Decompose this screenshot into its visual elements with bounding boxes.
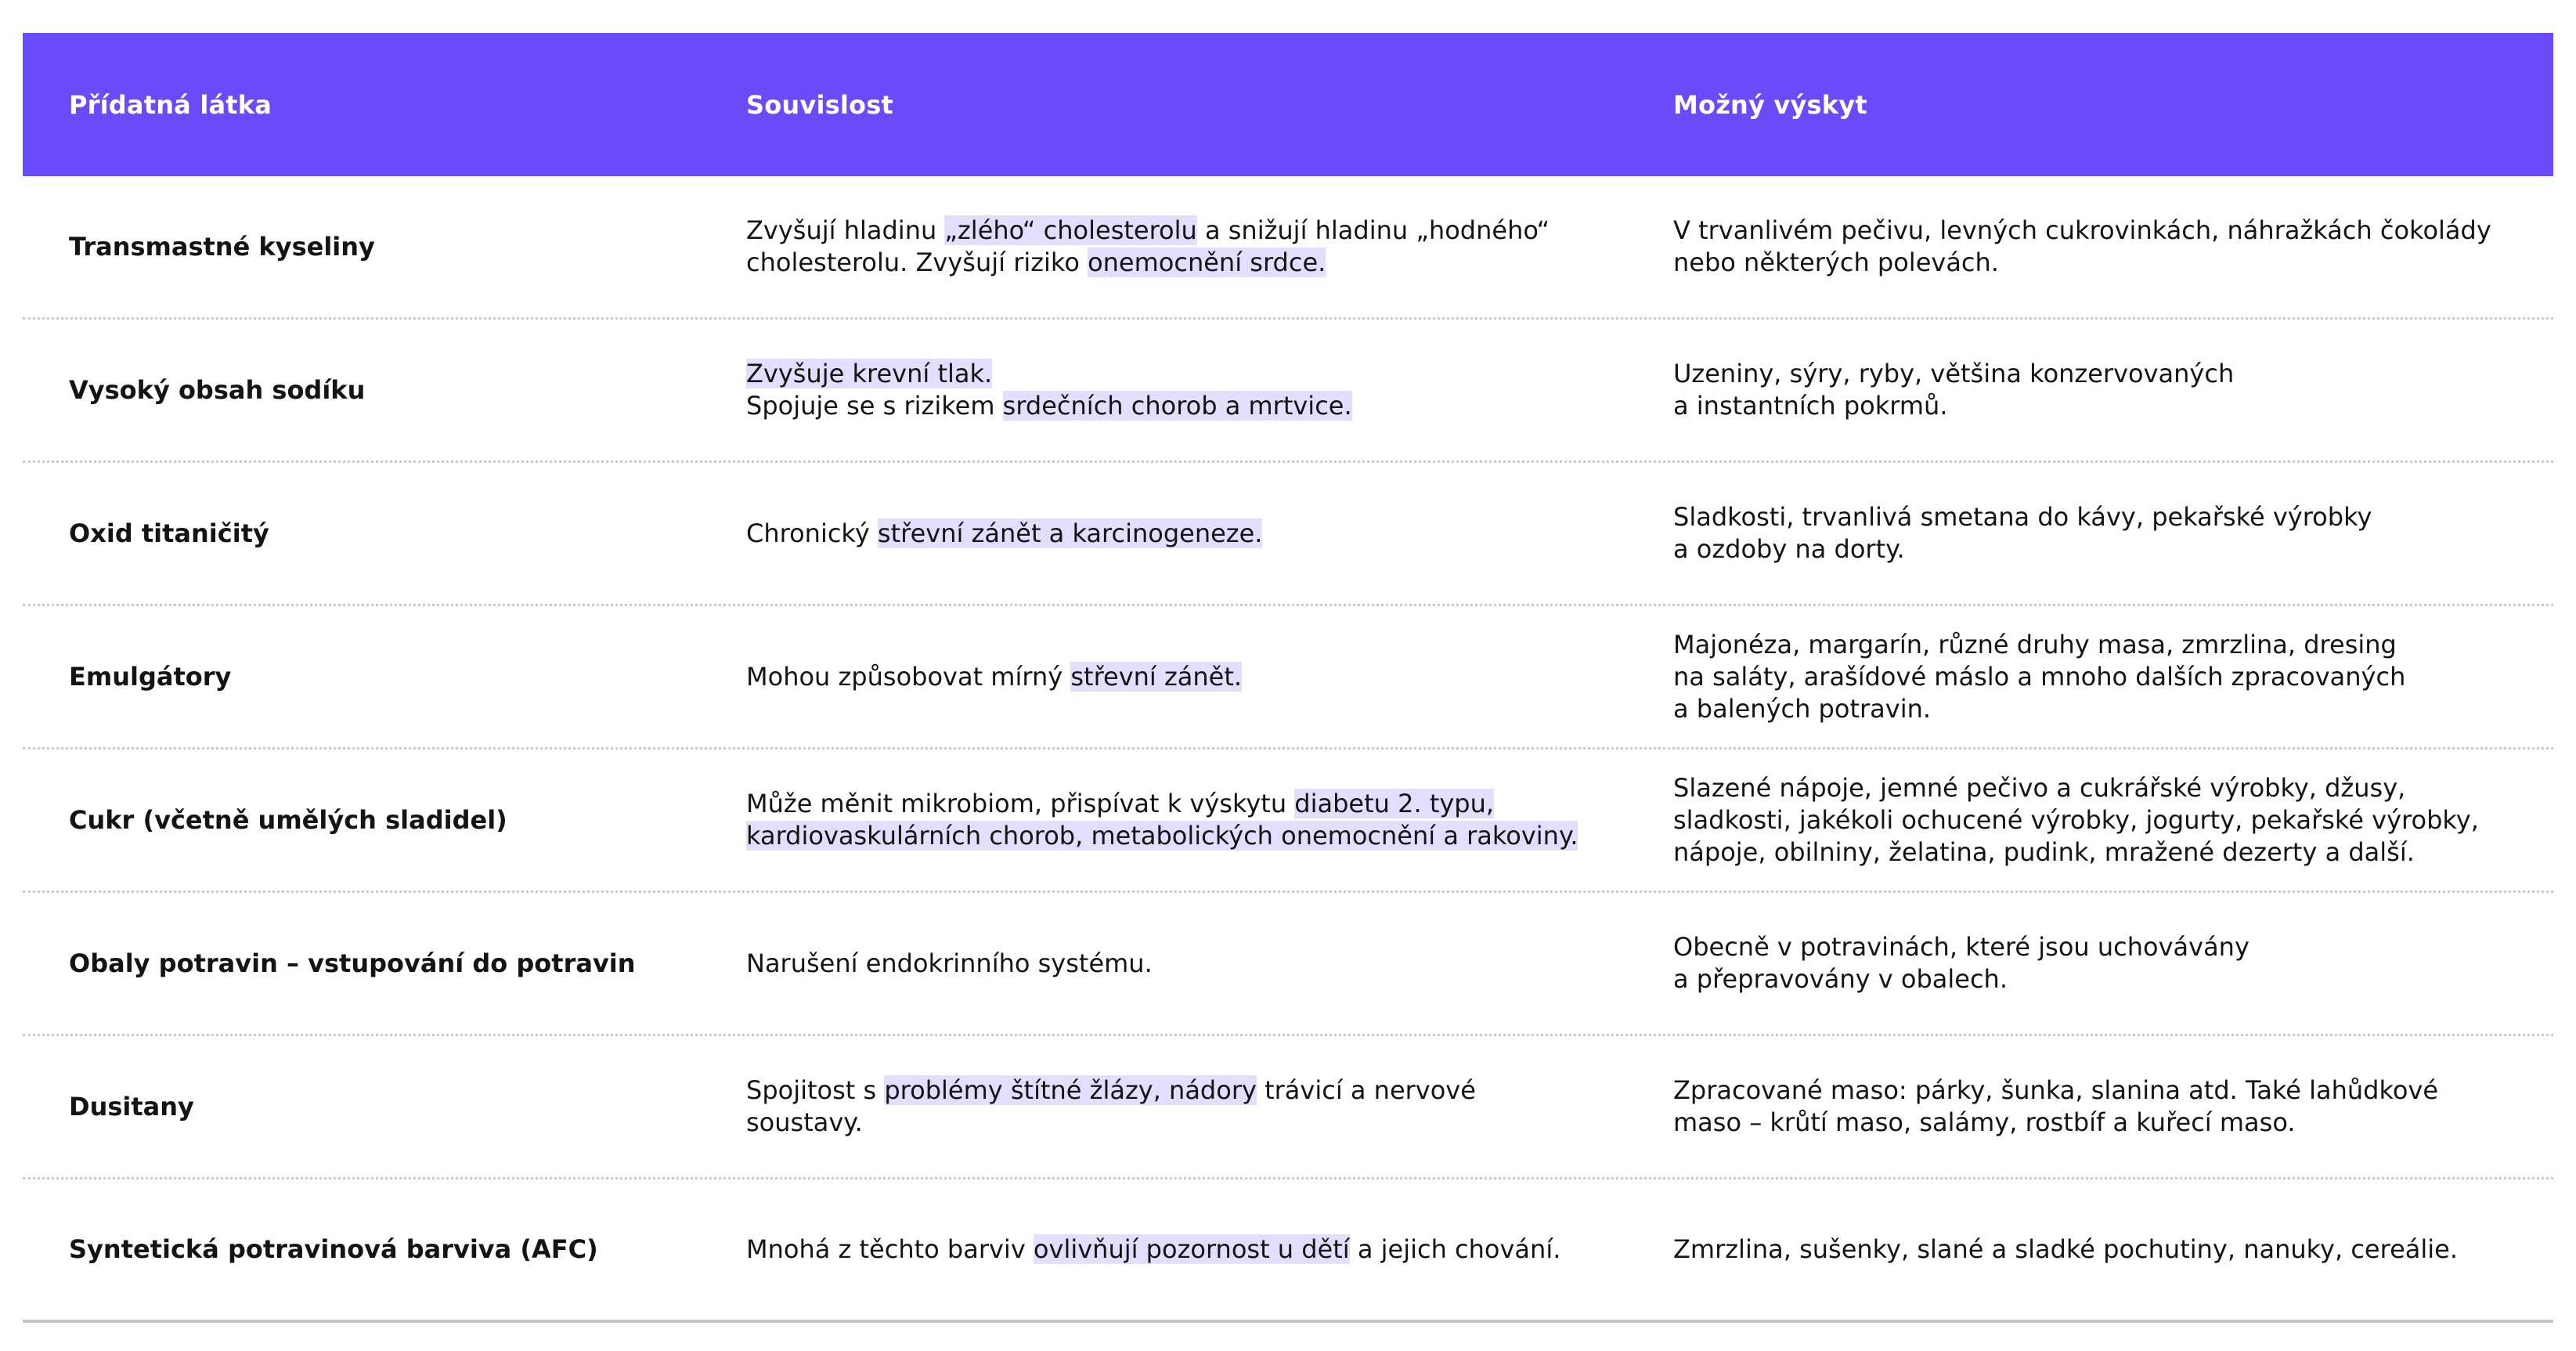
additive-name: Dusitany	[69, 1091, 194, 1122]
occurrence-line: a instantních pokrmů.	[1673, 391, 1948, 421]
relation-text: soustavy.	[746, 1107, 863, 1137]
additive-name: Cukr (včetně umělých sladidel)	[69, 804, 507, 835]
cell-relation	[746, 1179, 1639, 1320]
cell-occurrence	[1673, 1036, 2542, 1177]
relation-text: a jejich chování.	[1349, 1234, 1561, 1264]
highlighted-text: ovlivňují pozornost u dětí	[1033, 1234, 1350, 1264]
occurrence-line: Sladkosti, trvanlivá smetana do kávy, pekařské výrobky	[1673, 502, 2372, 532]
occurrence-line: Obecně v potravinách, které jsou uchovávány	[1673, 932, 2249, 962]
table-body	[23, 176, 2553, 1323]
table-row	[23, 750, 2553, 893]
table-row	[23, 1179, 2553, 1323]
cell-additive	[69, 893, 695, 1034]
cell-additive	[69, 1036, 695, 1177]
occurrence-line: a přepravovány v obalech.	[1673, 964, 2008, 994]
cell-relation	[746, 893, 1639, 1034]
cell-relation	[746, 606, 1639, 747]
occurrence-line: a ozdoby na dorty.	[1673, 534, 1905, 564]
table-row	[23, 1036, 2553, 1179]
relation-text: Může měnit mikrobiom, přispívat k výskytu	[746, 789, 1295, 818]
occurrence-line: nápoje, obilniny, želatina, pudink, mražené dezerty a další.	[1673, 836, 2415, 867]
relation-text: trávicí a nervové	[1256, 1075, 1476, 1105]
additive-name: Oxid titaničitý	[69, 518, 269, 548]
cell-additive	[69, 463, 695, 604]
relation-line	[746, 1234, 1560, 1266]
relation-line	[746, 1107, 1476, 1139]
additive-name: Obaly potravin – vstupování do potravin	[69, 948, 636, 978]
occurrence-line: Zmrzlina, sušenky, slané a sladké pochutiny, nanuky, cereálie.	[1673, 1234, 2458, 1264]
table-row	[23, 176, 2553, 320]
occurrence-line: Slazené nápoje, jemné pečivo a cukrářské výrobky, džusy,	[1673, 772, 2406, 803]
cell-occurrence	[1673, 176, 2542, 317]
occurrence-line: na saláty, arašídové máslo a mnoho dalších zpracovaných	[1673, 661, 2406, 692]
header-relation: Souvislost	[746, 89, 893, 120]
relation-text: Zvyšují hladinu	[746, 215, 945, 245]
header-occurrence: Možný výskyt	[1673, 89, 1867, 120]
highlighted-text: kardiovaskulárních chorob, metabolických onemocnění a rakoviny.	[746, 821, 1578, 851]
cell-relation	[746, 320, 1639, 461]
occurrence-line: Majonéza, margarín, různé druhy masa, zmrzlina, dresing	[1673, 629, 2397, 659]
additive-name: Syntetická potravinová barviva (AFC)	[69, 1234, 598, 1264]
cell-occurrence	[1673, 1179, 2542, 1320]
occurrence-line: nebo některých polevách.	[1673, 247, 1999, 277]
table-row	[23, 893, 2553, 1036]
relation-text: Spojuje se s rizikem	[746, 391, 1003, 421]
table-row	[23, 606, 2553, 750]
additive-name: Vysoký obsah sodíku	[69, 374, 366, 405]
highlighted-text: střevní zánět a karcinogeneze.	[877, 518, 1263, 548]
cell-relation	[746, 176, 1639, 317]
occurrence-line: V trvanlivém pečivu, levných cukrovinkách, náhražkách čokolády	[1673, 215, 2491, 245]
relation-text: cholesterolu. Zvyšují riziko	[746, 247, 1088, 277]
relation-text: Chronický	[746, 518, 878, 548]
cell-relation	[746, 1036, 1639, 1177]
relation-text: Narušení endokrinního systému.	[746, 948, 1153, 978]
table-header	[23, 33, 2553, 176]
occurrence-line: a balených potravin.	[1673, 693, 1932, 724]
highlighted-text: Zvyšuje krevní tlak.	[746, 359, 993, 388]
relation-line	[746, 215, 1550, 247]
highlighted-text: střevní zánět.	[1070, 661, 1243, 692]
relation-line	[746, 247, 1550, 279]
relation-line	[746, 390, 1352, 422]
relation-line	[746, 948, 1153, 980]
table-row	[23, 463, 2553, 606]
highlighted-text: problémy štítné žlázy, nádory	[884, 1075, 1257, 1105]
header-additive: Přídatná látka	[69, 89, 272, 120]
cell-additive	[69, 1179, 695, 1320]
relation-line	[746, 358, 1352, 390]
highlighted-text: onemocnění srdce.	[1088, 247, 1326, 277]
table-row	[23, 320, 2553, 463]
cell-occurrence	[1673, 606, 2542, 747]
additive-name: Transmastné kyseliny	[69, 231, 375, 262]
relation-line	[746, 518, 1262, 550]
cell-additive	[69, 320, 695, 461]
occurrence-line: Zpracované maso: párky, šunka, slanina atd. Také lahůdkové	[1673, 1075, 2439, 1105]
cell-additive	[69, 606, 695, 747]
highlighted-text: diabetu 2. typu,	[1294, 789, 1495, 818]
cell-occurrence	[1673, 320, 2542, 461]
cell-occurrence	[1673, 893, 2542, 1034]
relation-text: Mnohá z těchto barviv	[746, 1234, 1034, 1264]
cell-relation	[746, 463, 1639, 604]
cell-relation	[746, 750, 1639, 890]
additives-table	[23, 33, 2553, 1323]
occurrence-line: Uzeniny, sýry, ryby, většina konzervovaných	[1673, 359, 2235, 388]
highlighted-text: srdečních chorob a mrtvice.	[1002, 391, 1352, 421]
additive-name: Emulgátory	[69, 661, 232, 692]
occurrence-line: sladkosti, jakékoli ochucené výrobky, jogurty, pekařské výrobky,	[1673, 804, 2479, 835]
occurrence-line: maso – krůtí maso, salámy, rostbíf a kuřecí maso.	[1673, 1107, 2296, 1137]
relation-line	[746, 820, 1578, 852]
relation-text: Mohou způsobovat mírný	[746, 661, 1071, 692]
relation-text: a snižují hladinu „hodného“	[1196, 215, 1550, 245]
cell-additive	[69, 176, 695, 317]
relation-line	[746, 1075, 1476, 1107]
relation-line	[746, 661, 1242, 693]
highlighted-text: „zlého“ cholesterolu	[944, 215, 1197, 245]
relation-line	[746, 788, 1578, 820]
cell-occurrence	[1673, 750, 2542, 890]
relation-text: Spojitost s	[746, 1075, 885, 1105]
cell-occurrence	[1673, 463, 2542, 604]
cell-additive	[69, 750, 695, 890]
